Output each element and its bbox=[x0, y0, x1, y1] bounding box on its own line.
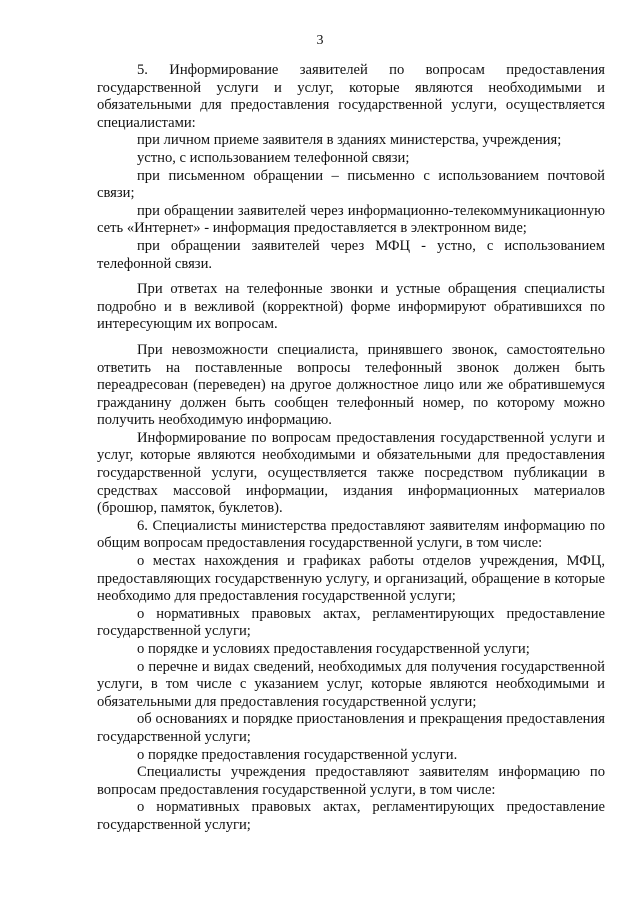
paragraph-written: при письменном обращении – письменно с использованием почтовой связи; bbox=[97, 167, 605, 202]
list-item-conditions: о порядке и условиях предоставления государственной услуги; bbox=[137, 641, 530, 657]
paragraph-publications: Информирование по вопросам предоставления государственной услуги и услуг, которые являются необходимыми и обязательными для предоставления государственной услуги, осуществляется также посредством публикации в средствах массовой информации, издания информационных материалов (брошюр, памяток, буклетов). bbox=[97, 429, 605, 517]
list-item-regulations-2: о нормативных правовых актах, регламентирующих предоставление государственной услуги; bbox=[97, 799, 605, 833]
list-item-documents: о перечне и видах сведений, необходимых для получения государственной услуги, в том числе с указанием услуг, которые являются необходимыми и обязательными для предоставления государственной услуги; bbox=[97, 658, 605, 710]
paragraph-internet: при обращении заявителей через информационно-телекоммуникационную сеть «Интернет» - информация предоставляется в электронном виде; bbox=[97, 202, 605, 237]
paragraph-personal-reception: при личном приеме заявителя в зданиях министерства, учреждения; bbox=[137, 132, 562, 149]
document-body bbox=[97, 62, 605, 835]
paragraph-phone-answers: При ответах на телефонные звонки и устные обращения специалисты подробно и в вежливой (корректной) форме информируют обратившихся по интересующим их вопросам. bbox=[97, 281, 605, 333]
list-item-locations: о местах нахождения и графиках работы отделов учреждения, МФЦ, предоставляющих государственную услугу, и организаций, обращение в которые необходимо для предоставления государственной услуги; bbox=[97, 553, 605, 605]
paragraph-item-6: 6. Специалисты министерства предоставляют заявителям информацию по общим вопросам предоставления государственной услуги, в том числе: bbox=[97, 517, 605, 552]
paragraph-institution-specialists: Специалисты учреждения предоставляют заявителям информацию по вопросам предоставления государственной услуги, в том числе: bbox=[97, 764, 605, 798]
list-item-suspension: об основаниях и порядке приостановления и прекращения предоставления государственной услуги; bbox=[97, 711, 605, 745]
paragraph-mfc: при обращении заявителей через МФЦ - устно, с использованием телефонной связи. bbox=[97, 237, 605, 272]
paragraph-redirect: При невозможности специалиста, принявшего звонок, самостоятельно ответить на поставленные вопросы телефонный звонок должен быть переадресован (переведен) на другое должностное лицо или же обратившемуся гражданину должен быть сообщен телефонный номер, по которому можно получить необходимую информацию. bbox=[97, 341, 605, 429]
list-item-procedure: о порядке предоставления государственной услуги. bbox=[137, 746, 458, 763]
paragraph-item-5: 5. Информирование заявителей по вопросам предоставления государственной услуги и услуг, которые являются необходимыми и обязательными для предоставления государственной услуги, осуществляется специалистами: bbox=[97, 62, 605, 131]
page-number: 3 bbox=[316, 33, 324, 48]
list-item-regulations: о нормативных правовых актах, регламентирующих предоставление государственной услуги; bbox=[97, 605, 605, 640]
paragraph-phone: устно, с использованием телефонной связи; bbox=[137, 149, 410, 166]
